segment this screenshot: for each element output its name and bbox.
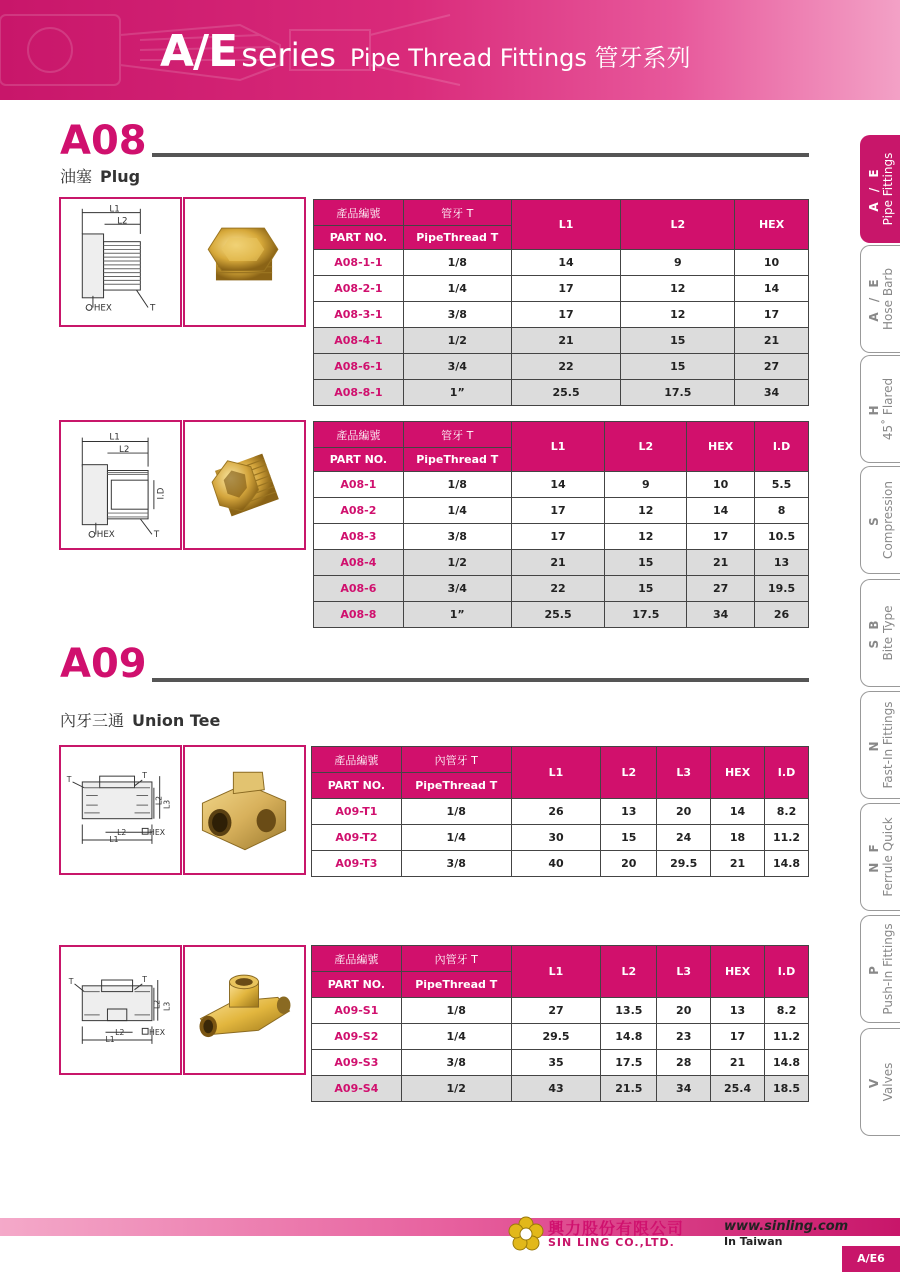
tab-push-in-fittings[interactable]: P Push-In Fittings [860,915,900,1023]
svg-text:L1: L1 [109,204,120,215]
svg-text:L2: L2 [117,828,127,838]
svg-text:I.D: I.D [156,487,167,500]
tab-bite-type[interactable]: S B Bite Type [860,579,900,687]
photo-brass-tee [183,945,306,1075]
table-row: A08-6-1 3/4 22 15 27 [314,354,809,380]
table-row: A09-S2 1/4 29.5 14.8 23 17 11.2 [312,1024,809,1050]
svg-text:L2: L2 [117,216,128,227]
svg-text:L1: L1 [109,834,119,844]
section-rule-a08 [152,153,809,157]
photo-brass-plug-socket [183,420,306,550]
svg-text:L3: L3 [162,799,172,810]
svg-text:T: T [153,530,160,541]
svg-text:L2: L2 [119,445,130,456]
company-logo [508,1214,718,1254]
section-title-a08: A08 [60,118,147,164]
section-rule-a09 [152,678,809,682]
banner-subtitle: Pipe Thread Fittings 管牙系列 [349,44,691,72]
section-title-a09: A09 [60,641,147,687]
svg-text:T: T [142,974,147,984]
technical-drawing-plug [59,197,182,327]
page-number: A/E6 [842,1246,900,1272]
technical-drawing-union-tee [59,745,182,875]
svg-text:L2: L2 [115,1028,125,1038]
svg-text:HEX: HEX [96,530,115,541]
svg-text:L3: L3 [162,1001,172,1011]
table-row: A09-T3 3/8 40 20 29.5 21 14.8 [312,851,809,877]
table-row: A08-3 3/8 17 12 17 10.5 [314,524,809,550]
svg-text:L2: L2 [154,795,164,806]
svg-text:T: T [150,303,156,314]
series-code: A/E [160,26,238,77]
svg-text:L1: L1 [109,432,120,443]
spec-table-a08-1: 產品編號 管牙 T L1 L2 HEX PART NO. PipeThread T A08-1-1 1/8 14 9 10 A08-2-1 1/4 17 12 14 A08-3-1 3/8 17 12 17 A08-4-1 1/2 21 15 21 A08-6-1 3/4 22 15 27 A08-8-1 1” 25.5 17.5 34 [313,199,809,406]
section-subtitle-a08: 油塞 Plug [60,167,141,186]
spec-table-a09-1: 產品編號 內管牙 T L1 L2 L3 HEX I.D PART NO. PipeThread T A09-T1 1/8 26 13 20 14 8.2 A09-T2 1/4 30 15 24 18 11.2 A09-T3 3/8 40 20 29.5 21 14.8 [311,746,809,877]
table-row: A08-4-1 1/2 21 15 21 [314,328,809,354]
tab-pipe-fittings[interactable]: A / E Pipe Fittings [860,135,900,243]
company-name-cn: 興力股份有限公司 [548,1219,685,1238]
table-row: A08-6 3/4 22 15 27 19.5 [314,576,809,602]
technical-drawing-plug-hollow [59,420,182,550]
banner-title [160,26,691,77]
section-subtitle-a09: 內牙三通 Union Tee [60,711,221,730]
svg-text:T: T [66,774,72,784]
company-name-en: SIN LING CO.,LTD. [548,1236,675,1249]
table-row: A09-S4 1/2 43 21.5 34 25.4 18.5 [312,1076,809,1102]
table-row: A08-4 1/2 21 15 21 13 [314,550,809,576]
svg-text:HEX: HEX [149,828,166,838]
table-row: A09-S1 1/8 27 13.5 20 13 8.2 [312,998,809,1024]
photo-brass-union-tee [183,745,306,875]
technical-drawing-tee [59,945,182,1075]
spec-table-a08-2: 產品編號 管牙 T L1 L2 HEX I.D PART NO. PipeThread T A08-1 1/8 14 9 10 5.5 A08-2 1/4 17 12 14 8 A08-3 3/8 17 12 17 10.5 A08-4 1/2 21 15 21 13 A08-6 3/4 22 15 27 19.5 A08-8 1” 25.5 17.5 34 26 [313,421,809,628]
table-row: A08-2-1 1/4 17 12 14 [314,276,809,302]
svg-text:HEX: HEX [149,1028,166,1038]
tab-compression[interactable]: S Compression [860,466,900,574]
tab-fast-in-fittings[interactable]: N Fast-In Fittings [860,691,900,799]
tab-valves[interactable]: V Valves [860,1028,900,1136]
spec-table-a09-2: 產品編號 內管牙 T L1 L2 L3 HEX I.D PART NO. PipeThread T A09-S1 1/8 27 13.5 20 13 8.2 A09-S2 1/4 29.5 14.8 23 17 11.2 A09-S3 3/8 35 17.5 28 21 14.8 A09-S4 1/2 43 21.5 34 25.4 18.5 [311,945,809,1102]
header-banner [0,0,900,100]
svg-text:T: T [142,771,147,781]
website-link[interactable]: www.sinling.com [724,1219,849,1234]
table-row: A08-1-1 1/8 14 9 10 [314,250,809,276]
flower-logo-icon [508,1216,544,1252]
svg-text:L2: L2 [152,999,162,1010]
table-row: A08-1 1/8 14 9 10 5.5 [314,472,809,498]
svg-text:HEX: HEX [93,303,112,314]
table-row: A08-3-1 3/8 17 12 17 [314,302,809,328]
table-row: A08-8-1 1” 25.5 17.5 34 [314,380,809,406]
series-word: series [241,36,336,74]
table-row: A09-T2 1/4 30 15 24 18 11.2 [312,825,809,851]
table-row: A09-S3 3/8 35 17.5 28 21 14.8 [312,1050,809,1076]
svg-text:T: T [68,976,74,986]
table-row: A08-2 1/4 17 12 14 8 [314,498,809,524]
table-row: A09-T1 1/8 26 13 20 14 8.2 [312,799,809,825]
tab-hose-barb[interactable]: A / E Hose Barb [860,245,900,353]
svg-text:L1: L1 [105,1034,115,1044]
photo-brass-plug-hex [183,197,306,327]
table-row: A08-8 1” 25.5 17.5 34 26 [314,602,809,628]
tab-ferrule-quick[interactable]: N F Ferrule Quick [860,803,900,911]
location-text: In Taiwan [724,1235,783,1248]
tab-45-flared[interactable]: H 45˚ Flared [860,355,900,463]
